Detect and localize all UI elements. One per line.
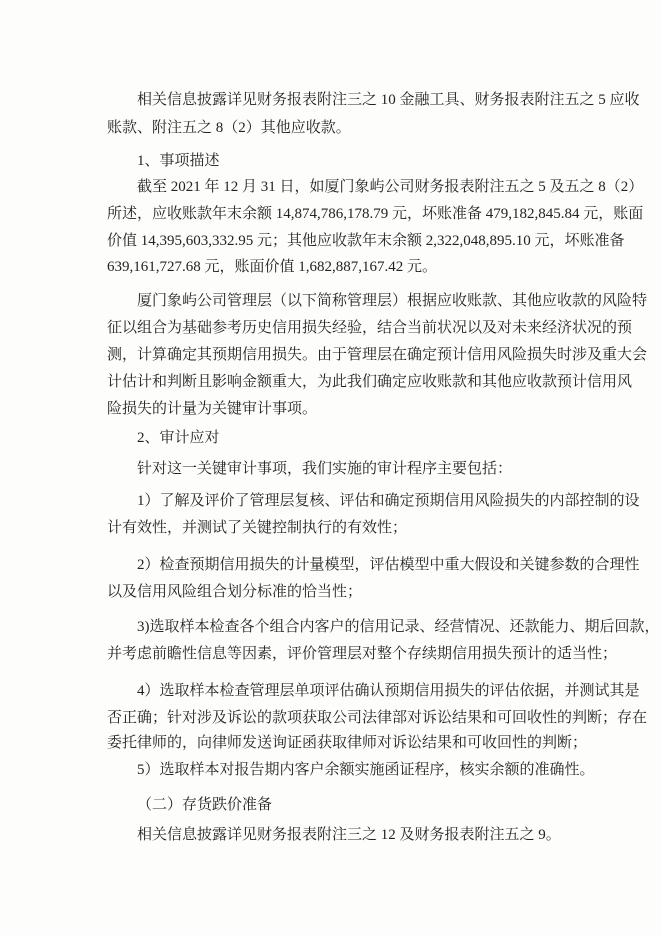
- text-line: 针对这一关键审计事项，我们实施的审计程序主要包括：: [137, 461, 513, 477]
- text-line: 账款、附注五之 8（2）其他应收款。: [107, 120, 351, 136]
- text-line: 委托律师的，向律师发送询证函获取律师对诉讼结果和可收回性的判断；: [107, 735, 588, 751]
- text-line: 征以组合为基础参考历史信用损失经验，结合当前状况以及对未来经济状况的预: [107, 320, 633, 336]
- text-line: 相关信息披露详见财务报表附注三之 10 金融工具、财务报表附注五之 5 应收: [137, 92, 640, 108]
- text-line: 险损失的计量为关键审计事项。: [107, 401, 318, 417]
- text-line: 4）选取样本检查管理层单项评估确认预期信用损失的评估依据，并测试其是: [137, 683, 640, 699]
- text-line: 639,161,727.68 元，账面价值 1,682,887,167.42 元。: [107, 259, 438, 275]
- text-line: 3)选取样本检查各个组合内客户的信用记录、经营情况、还款能力、期后回款，: [137, 619, 660, 635]
- section-heading: 2、审计应对: [137, 430, 220, 446]
- text-line: 计有效性，并测试了关键控制执行的有效性；: [107, 520, 408, 536]
- text-line: 截至 2021 年 12 月 31 日，如厦门象屿公司财务报表附注五之 5 及五之 8（2）: [137, 179, 644, 195]
- text-line: 测，计算确定其预期信用损失。由于管理层在确定预计信用风险损失时涉及重大会: [107, 347, 648, 363]
- text-line: 价值 14,395,603,332.95 元；其他应收款年末余额 2,322,048,895.10 元，坏账准备: [107, 233, 625, 249]
- text-line: 否正确；针对涉及诉讼的款项获取公司法律部对诉讼结果和可回收性的判断；存在: [107, 710, 648, 726]
- text-line: 计估计和判断且影响金额重大，为此我们确定应收账款和其他应收款预计信用风: [107, 374, 633, 390]
- text-line: 所述，应收账款年末余额 14,874,786,178.79 元，坏账准备 479,182,845.84 元，账面: [107, 206, 644, 222]
- section-heading: 1、事项描述: [137, 153, 220, 169]
- text-line: 相关信息披露详见财务报表附注三之 12 及财务报表附注五之 9。: [137, 827, 561, 843]
- text-line: 以及信用风险组合划分标准的恰当性；: [107, 584, 363, 600]
- section-heading: （二）存货跌价准备: [137, 797, 273, 813]
- text-line: 厦门象屿公司管理层（以下简称管理层）根据应收账款、其他应收款的风险特: [137, 293, 648, 309]
- text-line: 5）选取样本对报告期内客户余额实施函证程序，核实余额的准确性。: [137, 762, 595, 778]
- text-line: 1）了解及评价了管理层复核、评估和确定预期信用风险损失的内部控制的设: [137, 493, 640, 509]
- text-line: 2）检查预期信用损失的计量模型，评估模型中重大假设和关键参数的合理性: [137, 557, 640, 573]
- text-line: 并考虑前瞻性信息等因素，评价管理层对整个存续期信用损失预计的适当性；: [107, 646, 618, 662]
